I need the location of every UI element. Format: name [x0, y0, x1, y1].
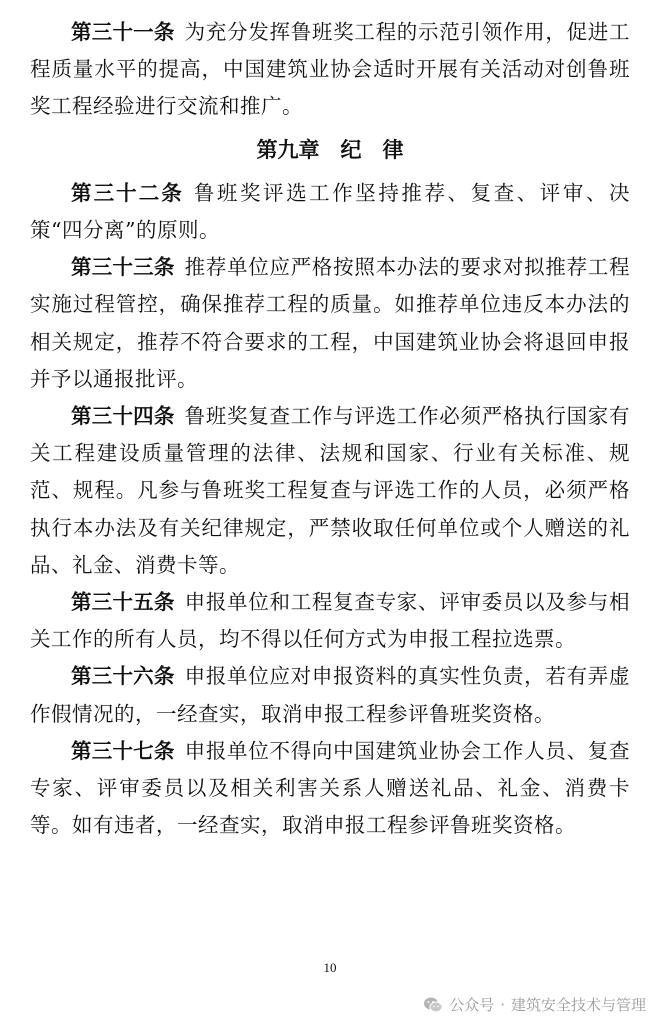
article-number: 第三十一条	[71, 20, 175, 44]
article-number: 第三十七条	[71, 738, 175, 763]
article-34	[30, 398, 630, 584]
chapter-title: 第九章 纪 律	[256, 137, 404, 162]
article-36	[30, 658, 630, 732]
article-number: 第三十六条	[71, 664, 175, 689]
article-number: 第三十三条	[71, 255, 175, 280]
article-31	[30, 14, 630, 126]
watermark	[423, 994, 646, 1015]
article-text: 为充分发挥鲁班奖工程的示范引领作用，促进工程质量水平的提高，中国建筑业协会适时开展有关活动对创鲁班奖工程经验进行交流和推广。	[30, 20, 631, 119]
article-32	[30, 175, 630, 249]
page-number: 10	[323, 960, 337, 975]
article-37	[30, 733, 630, 845]
article-text: 推荐单位应严格按照本办法的要求对拟推荐工程实施过程管控，确保推荐工程的质量。如推荐单位违反本办法的相关规定，推荐不符合要求的工程，中国建筑业协会将退回申报并予以通报批评。	[30, 255, 631, 391]
article-text: 鲁班奖复查工作与评选工作必须严格执行国家有关工程建设质量管理的法律、法规和国家、行业有关标准、规范、规程。凡参与鲁班奖工程复查与评选工作的人员，必须严格执行本办法及有关纪律规定，严禁收取任何单位或个人赠送的礼品、礼金、消费卡等。	[30, 404, 631, 577]
article-text: 申报单位和工程复查专家、评审委员以及参与相关工作的所有人员，均不得以任何方式为申报工程拉选票。	[30, 590, 631, 652]
watermark-separator: ·	[500, 995, 505, 1014]
wechat-icon	[423, 996, 443, 1014]
document-body	[30, 14, 630, 844]
article-number: 第三十二条	[71, 180, 184, 205]
article-text: 申报单位不得向中国建筑业协会工作人员、复查专家、评审委员以及相关利害关系人赠送礼品、礼金、消费卡等。如有违者，一经查实，取消申报工程参评鲁班奖资格。	[30, 738, 631, 838]
article-33	[30, 249, 630, 398]
watermark-platform: 公众号	[449, 996, 495, 1014]
article-number: 第三十五条	[71, 590, 175, 615]
article-number: 第三十四条	[71, 404, 175, 429]
article-35	[30, 584, 630, 658]
article-text: 鲁班奖评选工作坚持推荐、复查、评审、决策“四分离”的原则。	[30, 180, 631, 243]
watermark-account: 建筑安全技术与管理	[510, 996, 646, 1014]
article-text: 申报单位应对申报资料的真实性负责，若有弄虚作假情况的，一经查实，取消申报工程参评鲁班奖资格。	[30, 664, 631, 726]
